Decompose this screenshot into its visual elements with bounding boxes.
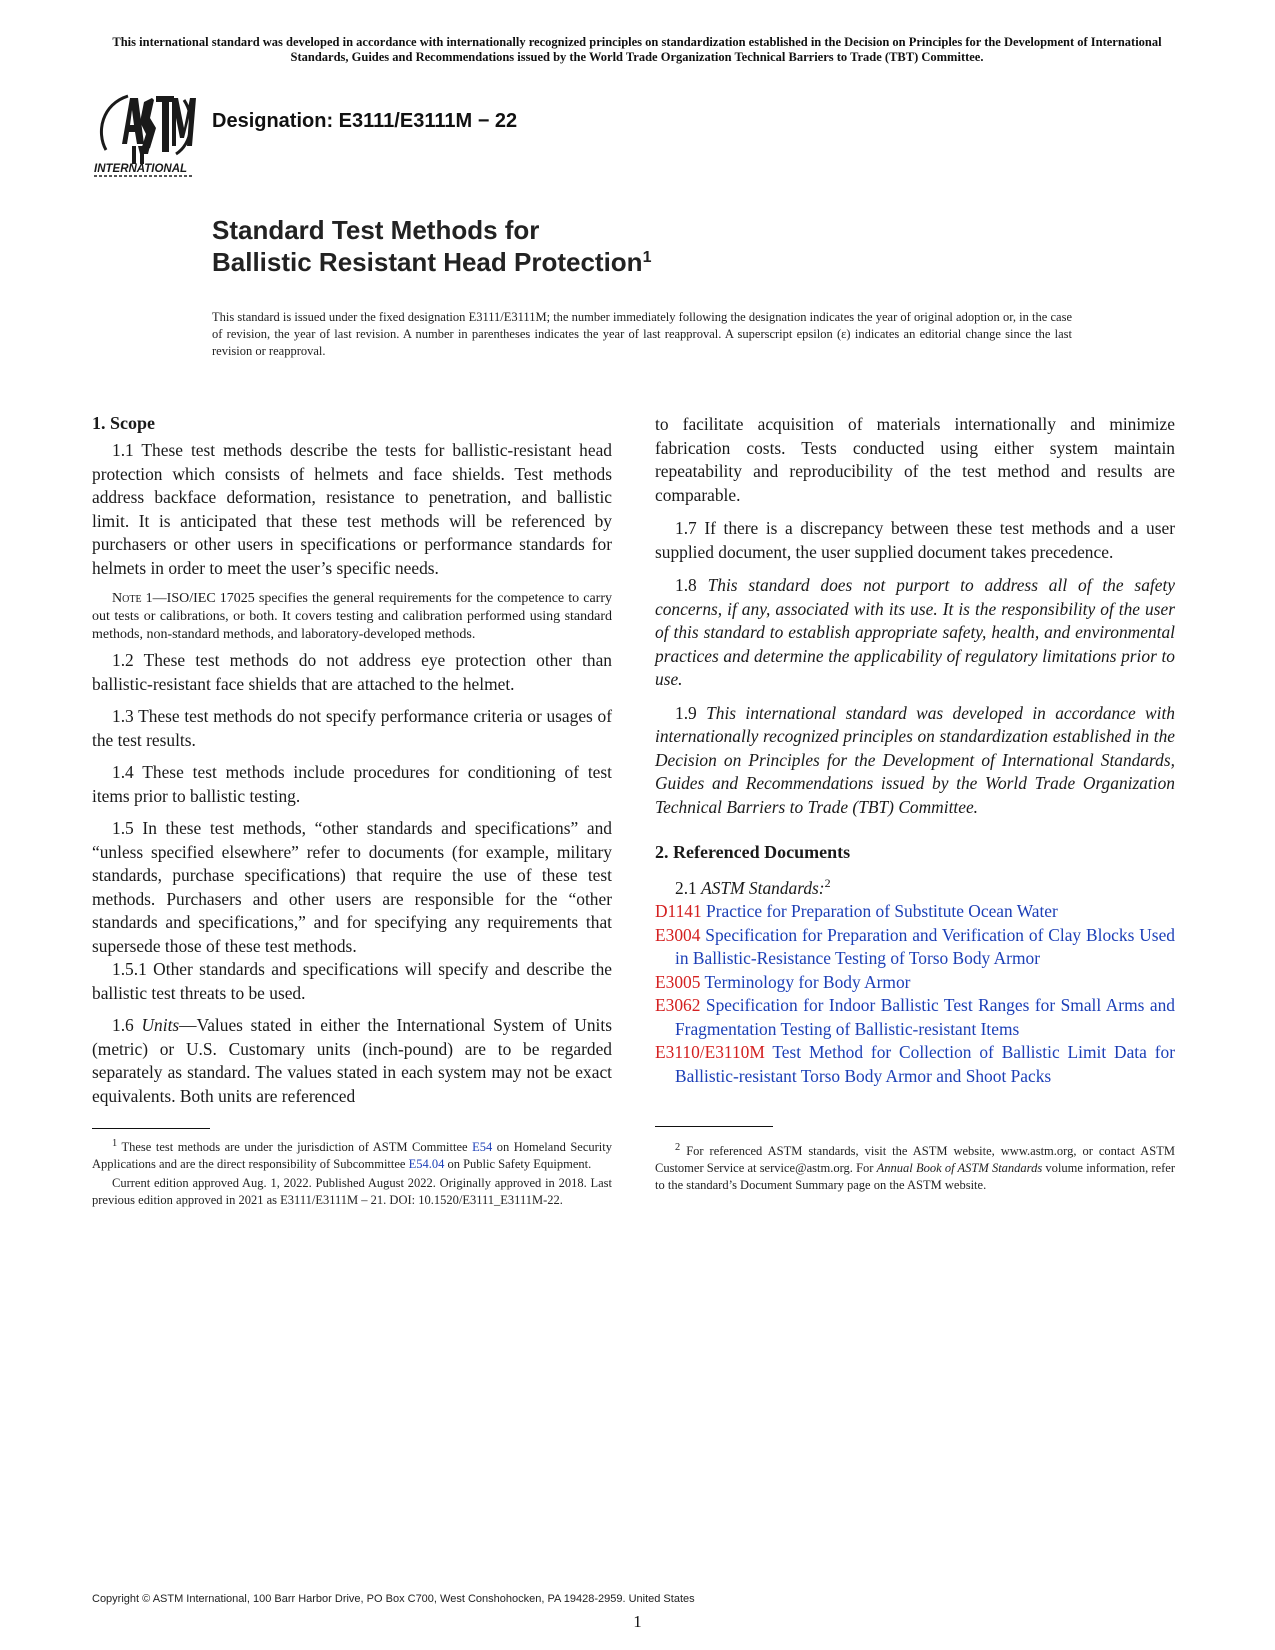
paragraph-1-1: 1.1 These test methods describe the tests for ballistic-resistant head protection which consists of helmets and face shields. Test methods address backface deformation, resistance to penetration, and ballistic limit. It is anticipated that these test methods will be referenced by purchasers or other users in specifications or performance standards for helmets in order to meet the user’s specific needs. (92, 440, 612, 578)
reference-code: E3062 (655, 995, 701, 1016)
reference-code: E3110/E3110M (655, 1042, 765, 1063)
subsection-2-1: 2.1 ASTM Standards:$^2$ (675, 876, 831, 898)
copyright-line: Copyright © ASTM International, 100 Barr Harbor Drive, PO Box C700, West Conshohocken, PA 19428-2959. United States (92, 1593, 695, 1605)
reference-e3004[interactable] (655, 924, 1175, 971)
reference-code: E3004 (655, 924, 701, 945)
reference-e3005[interactable] (655, 971, 1175, 995)
paragraph-1-3: 1.3 These test methods do not specify performance criteria or usages of the test results. (92, 706, 612, 750)
issue-note: This standard is issued under the fixed designation E3111/E3111M; the number immediately following the designation indicates the year of original adoption or, in the case of revision, the year of last revision. A number in parentheses indicates the year of last reapproval. A superscript epsilon (ε) indicates an editorial change since the last revision or reapproval. (212, 310, 1072, 358)
logo-text: INTERNATIONAL (94, 163, 188, 175)
reference-title: Terminology for Body Armor (700, 971, 911, 992)
reference-d1141[interactable] (655, 900, 1175, 924)
reference-code: D1141 (655, 901, 702, 922)
section-1-heading: 1. Scope (92, 413, 155, 433)
right-column (655, 413, 1175, 1194)
reference-e3110[interactable] (655, 1041, 1175, 1088)
paragraph-1-5: 1.5 In these test methods, “other standards and specifications” and “unless specified elsewhere” refer to documents (for example, military standards, purchase specifications) that require the use of these test methods. Purchasers and other users are responsible for the “other standards and specifications,” and for specifying any requirements that supersede those of these test methods. (92, 818, 612, 956)
reference-title: Test Method for Collection of Ballistic Limit Data for Ballistic-resistant Torso Body Armor and Shoot Packs (675, 1042, 1175, 1086)
paragraph-1-6: 1.6 Units—Values stated in either the International System of Units (metric) or U.S. Customary units (inch-pound) are to be regarded separately as standard. The values stated in each system may not be exact equivalents. Both units are referenced (92, 1015, 612, 1106)
reference-title: Practice for Preparation of Substitute Ocean Water (701, 901, 1058, 922)
paragraph-1-6-continued: to facilitate acquisition of materials internationally and minimize fabrication costs. Tests conducted using either system maintain repeatability and reproducibility of the test method and results are comparable. (655, 414, 1175, 505)
title-footnote-mark: 1 (642, 249, 652, 266)
page-number: 1 (633, 1612, 642, 1631)
footnote-2: $^2$ For referenced ASTM standards, visit the ASTM website, www.astm.org, or contact ASTM Customer Service at service@astm.org. For Annual Book of ASTM Standards volume information, refer to the standard’s Document Summary page on the ASTM website. (655, 1142, 1175, 1193)
reference-e3062[interactable] (655, 994, 1175, 1041)
paragraph-1-8: 1.8 This standard does not purport to address all of the safety concerns, if any, associated with its use. It is the responsibility of the user of this standard to establish appropriate safety, health, and environmental practices and determine the applicability of regulatory limitations prior to use. (655, 575, 1175, 689)
note-1: Note 1—ISO/IEC 17025 specifies the general requirements for the competence to carry out tests or calibrations, or both. It covers testing and calibration performed using standard methods, non-standard methods, and laboratory-developed methods. (92, 591, 612, 642)
footnote-rule (92, 1128, 210, 1129)
paragraph-1-9: 1.9 This international standard was developed in accordance with internationally recognized principles on standardization established in the Decision on Principles for the Development of International Standards, Guides and Recommendations issued by the World Trade Organization Technical Barriers to Trade (TBT) Committee. (655, 702, 1175, 817)
document-title (212, 214, 651, 278)
paragraph-1-2: 1.2 These test methods do not address eye protection other than ballistic-resistant face shields that are attached to the helmet. (92, 650, 612, 694)
left-column (92, 412, 612, 1209)
paragraph-1-5-1: 1.5.1 Other standards and specifications will specify and describe the ballistic test threats to be used. (92, 959, 612, 1003)
reference-code: E3005 (655, 971, 701, 992)
reference-title: Specification for Preparation and Verification of Clay Blocks Used in Ballistic-Resistance Testing of Torso Body Armor (675, 924, 1175, 969)
subcommittee-e54-04-link[interactable]: E54.04 (408, 1157, 445, 1172)
paragraph-1-4: 1.4 These test methods include procedures for conditioning of test items prior to ballistic testing. (92, 762, 612, 806)
section-2-heading: 2. Referenced Documents (655, 842, 851, 862)
top-notice: This international standard was developed in accordance with internationally recognized principles on standardization established in the Decision on Principles for the Development of International Standards, Guides and Recommendations issued by the World Trade Organization Technical Barriers to Trade (TBT) Committee. (112, 35, 1162, 64)
title-line-2: Ballistic Resistant Head Protection$^1$ (212, 247, 652, 277)
paragraph-1-7: 1.7 If there is a discrepancy between these test methods and a user supplied document, the user supplied document takes precedence. (655, 518, 1175, 562)
astm-logo (92, 88, 200, 180)
committee-e54-link[interactable]: E54 (472, 1140, 493, 1155)
footnote-rule (655, 1126, 773, 1127)
title-line-1: Standard Test Methods for (212, 215, 540, 245)
footnote-edition: Current edition approved Aug. 1, 2022. Published August 2022. Originally approved in 2018. Last previous edition approved in 2021 as E3111/E3111M – 21. DOI: 10.1520/E3111_E3111M-22. (92, 1176, 612, 1208)
designation: Designation: E3111/E3111M − 22 (212, 110, 518, 132)
footnote-1: $^1$ These test methods are under the jurisdiction of ASTM Committee E54 on Homeland Security Applications and are the direct responsibility of Subcommittee E54.04 on Public Safety Equipment. (92, 1138, 612, 1172)
reference-title: Specification for Indoor Ballistic Test Ranges for Small Arms and Fragmentation Testing of Ballistic-resistant Items (675, 995, 1175, 1039)
